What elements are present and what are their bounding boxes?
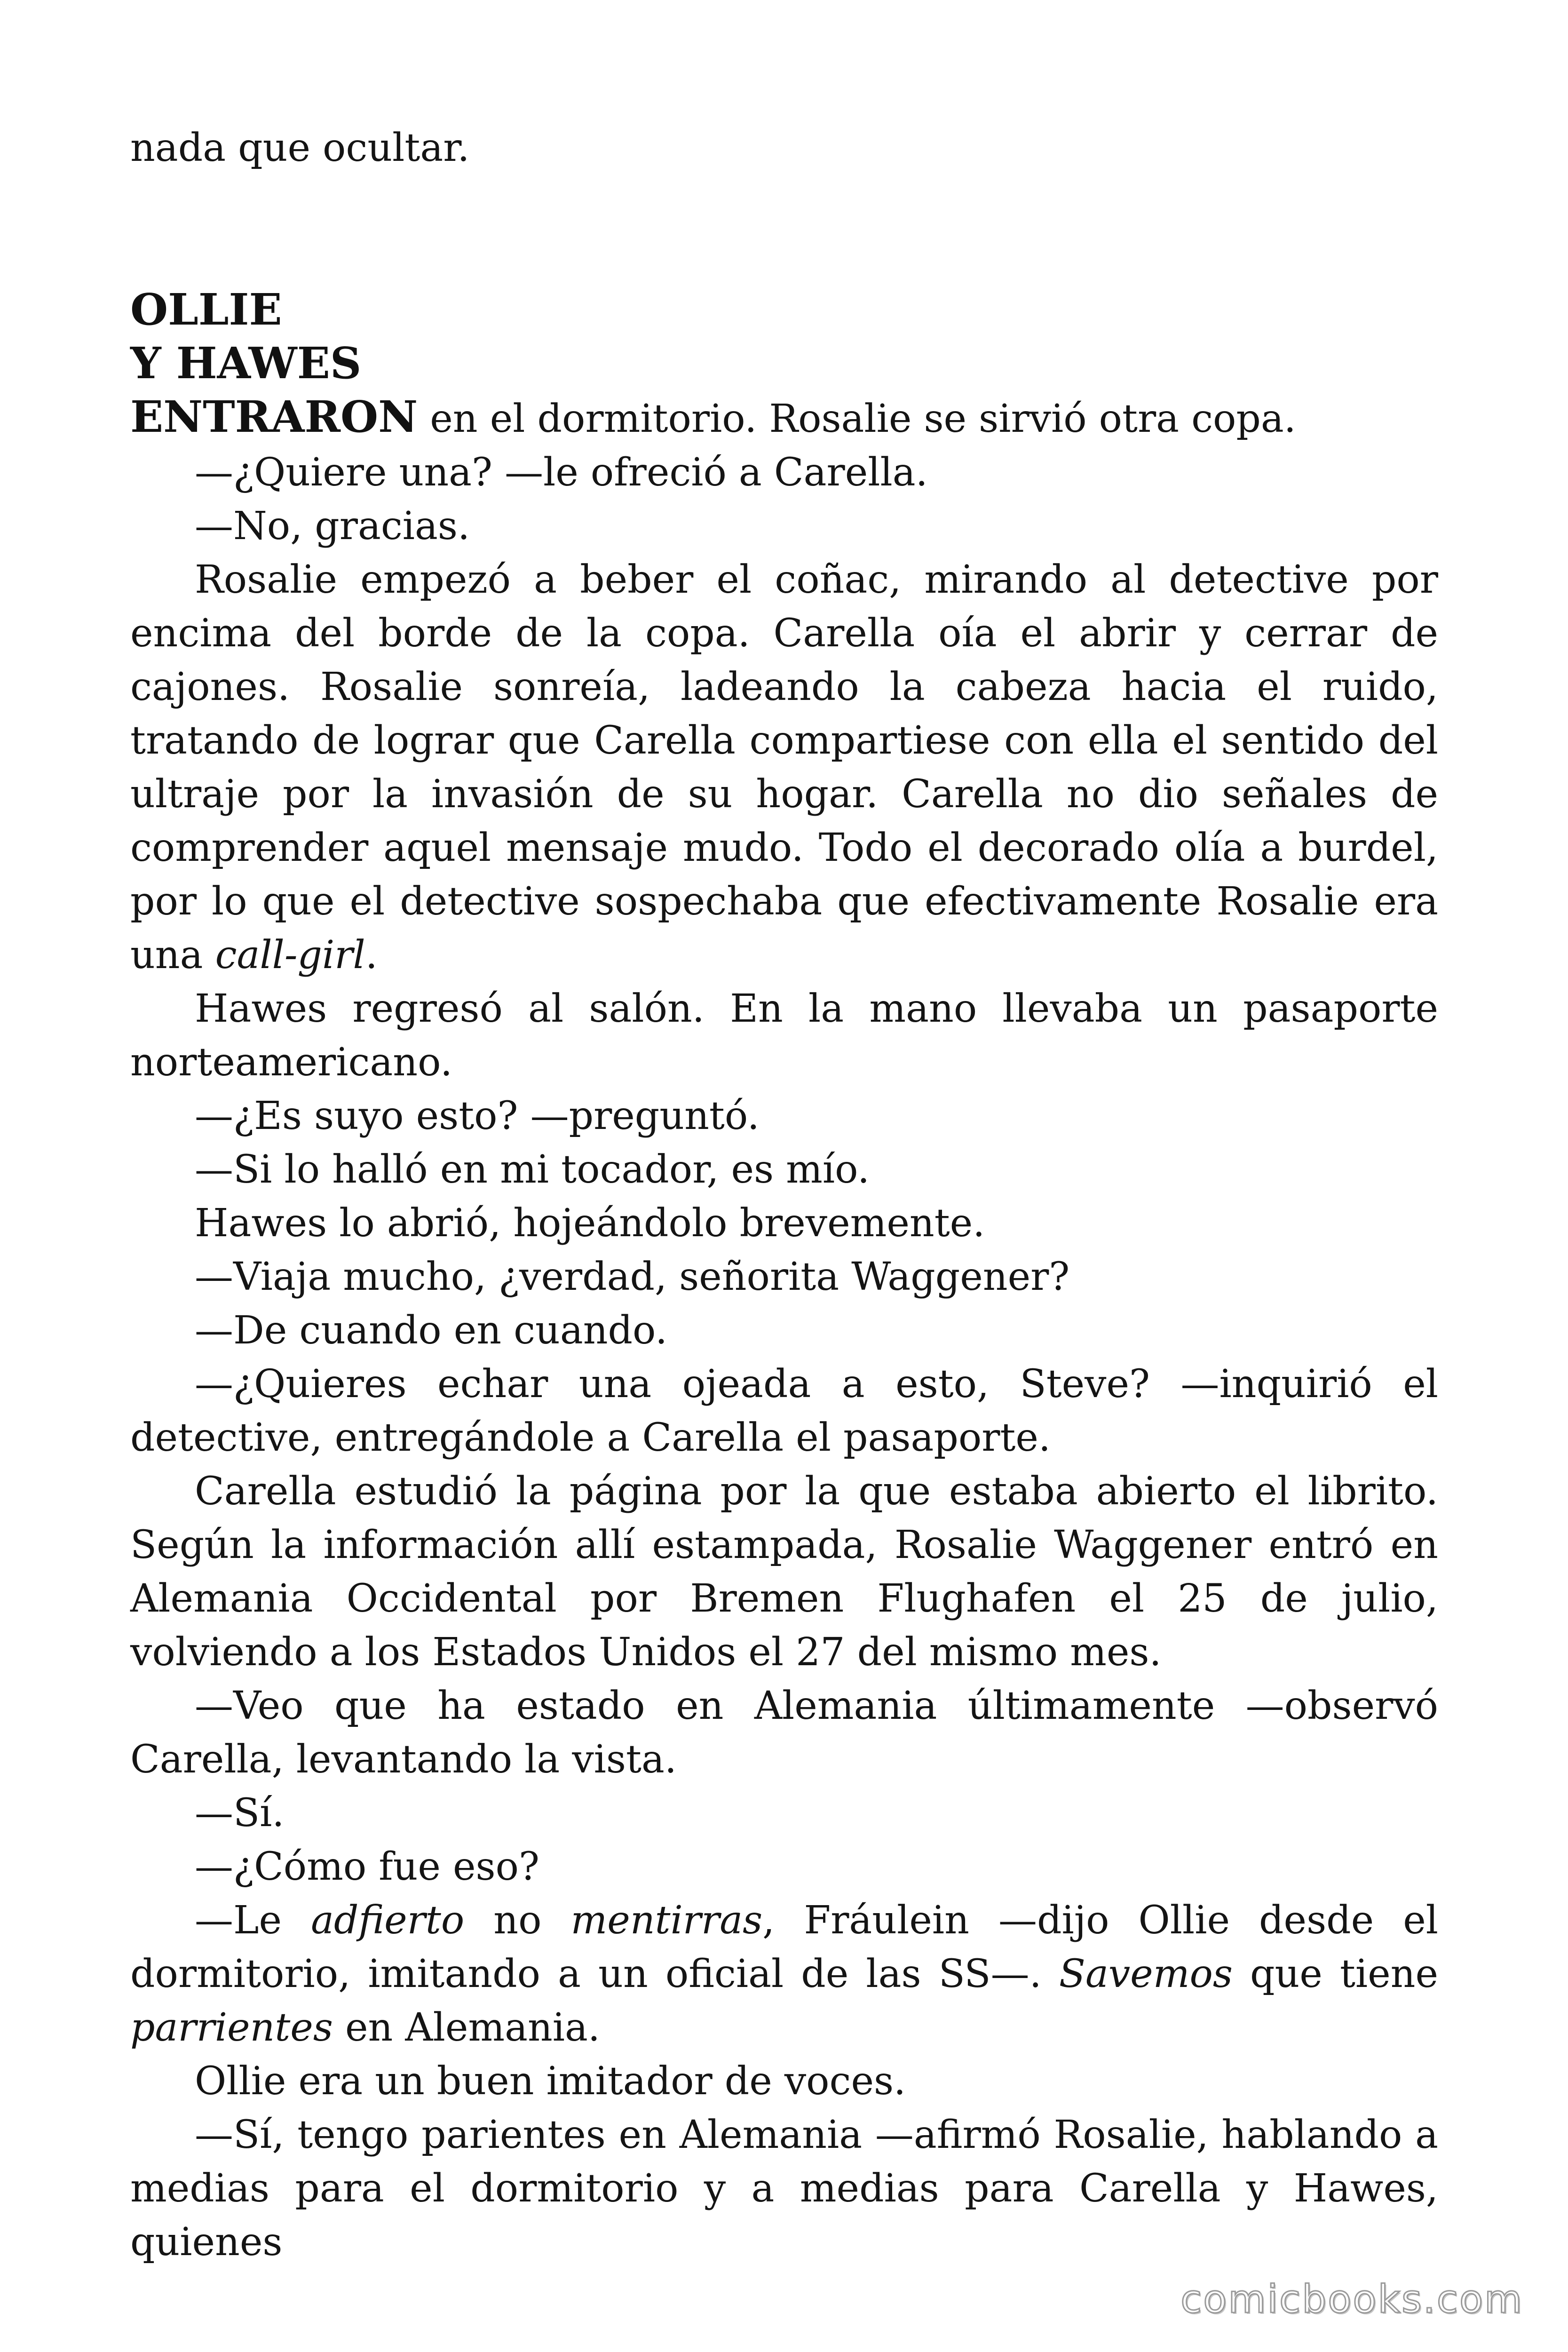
chapter-heading-line-3: ENTRARON [130,391,418,442]
text-run: —Le [195,1898,311,1943]
paragraph: —¿Quiere una? —le ofreció a Carella. [195,450,928,495]
paragraph: Hawes regresó al salón. En la mano llevaba un pasaporte norteamericano. [130,986,1438,1085]
italic-word: mentirras [570,1898,763,1943]
first-paragraph-text: en el dormitorio. Rosalie se sirvió otra copa. [418,397,1296,441]
section-gap [130,175,1438,283]
paragraph-ollie-imitation [130,1894,1438,2055]
watermark-logo: comicbooks.com [1180,2277,1523,2322]
italic-word: parrientes [130,2005,333,2050]
paragraph: —¿Es suyo esto? —preguntó. [195,1094,760,1138]
paragraph-period: . [365,933,378,977]
italic-term: call-girl [215,933,365,977]
text-run: en Alemania. [333,2005,600,2050]
text-run: , Fráulein —dijo Ollie desde el dormitorio, imitando a un oficial de las SS—. [130,1898,1439,1996]
chapter-heading-line-1: OLLIE [130,284,282,335]
paragraph: —Viaja mucho, ¿verdad, señorita Waggener? [195,1255,1070,1299]
first-paragraph [130,390,1438,446]
paragraph: —¿Cómo fue eso? [195,1844,539,1889]
paragraph: —De cuando en cuando. [195,1308,668,1353]
paragraph: —¿Quieres echar una ojeada a esto, Steve? —inquirió el detective, entregándole a Carella el pasaporte. [130,1362,1438,1460]
paragraph: —Veo que ha estado en Alemania últimamente —observó Carella, levantando la vista. [130,1684,1438,1782]
opening-line: nada que ocultar. [130,126,470,170]
paragraph: —Sí. [195,1791,285,1836]
paragraph-text: Rosalie empezó a beber el coñac, mirando al detective por encima del borde de la copa. Carella oía el abrir y cerrar de cajones. Rosalie sonreía, ladeando la cabeza hacia el ruido, tratando de lograr que Carella compartiese con ella el sentido del ultraje por la invasión de su hogar. Carella no dio señales de comprender aquel mensaje mudo. Todo el decorado olía a burdel, por lo que el detective sospechaba que efectivamente Rosalie era una [130,557,1438,977]
text-column [130,121,1438,2269]
paragraph: Ollie era un buen imitador de voces. [195,2059,906,2104]
text-run: no [464,1898,571,1943]
italic-word: Savemos [1059,1952,1233,1996]
paragraph: —Si lo halló en mi tocador, es mío. [195,1147,870,1192]
paragraph [130,553,1438,982]
text-run: que tiene [1232,1952,1438,1996]
paragraph: —No, gracias. [195,504,470,548]
paragraph: Carella estudió la página por la que estaba abierto el librito. Según la información allí estampada, Rosalie Waggener entró en Alemania Occidental por Bremen Flughafen el 25 de julio, volviendo a los Estados Unidos el 27 del mismo mes. [130,1469,1438,1675]
chapter-heading-line-2: Y HAWES [130,338,362,389]
paragraph: —Sí, tengo parientes en Alemania —afirmó Rosalie, hablando a medias para el dormitorio y a medias para Carella y Hawes, quienes [130,2113,1438,2265]
paragraph: Hawes lo abrió, hojeándolo brevemente. [195,1201,985,1246]
italic-word: adfierto [311,1898,465,1943]
